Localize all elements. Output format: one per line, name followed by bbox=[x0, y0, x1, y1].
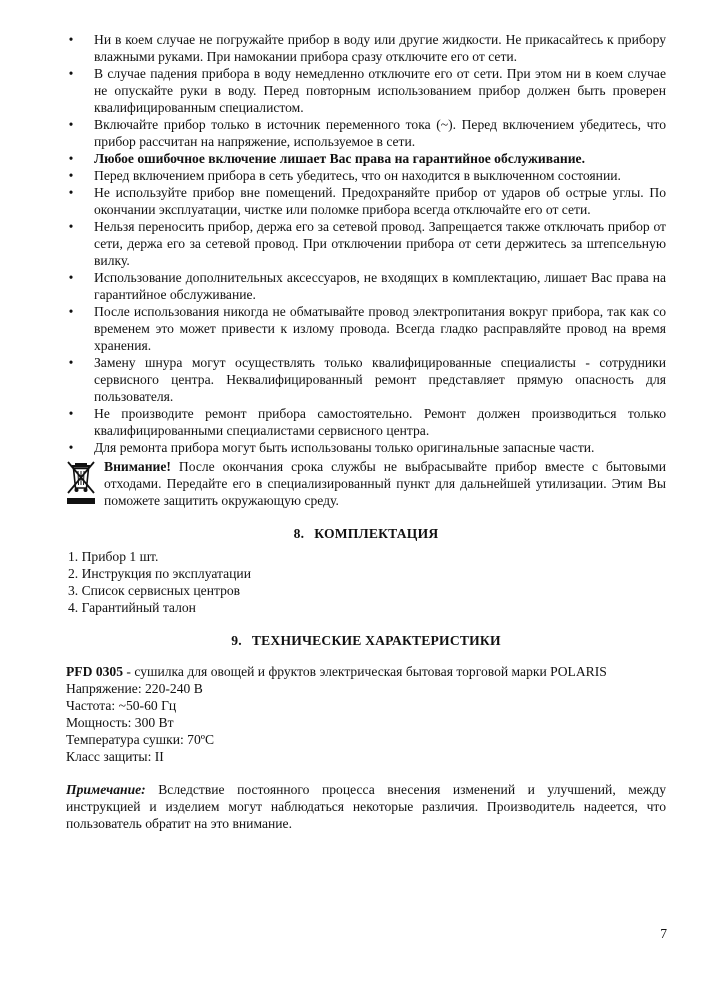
list-item: • Включайте прибор только в источник переменного тока (~). Перед включением убедитесь, что прибор рассчитан на напряжение, используемое в сети. bbox=[68, 117, 666, 149]
note-label: Примечание: bbox=[66, 782, 146, 797]
safety-bullet-list bbox=[66, 31, 666, 456]
tech-specs bbox=[66, 663, 666, 765]
spec-frequency: Частота: ~50-60 Гц bbox=[66, 698, 177, 713]
list-item: • Не используйте прибор вне помещений. Предохраняйте прибор от ударов об острые углы. По окончании эксплуатации, чистке или поломке прибора всегда отключайте его от сети. bbox=[68, 185, 666, 217]
list-item: • Любое ошибочное включение лишает Вас права на гарантийное обслуживание. bbox=[68, 151, 585, 166]
section-8-heading: 8. КОМПЛЕКТАЦИЯ bbox=[293, 526, 439, 541]
note-paragraph: Примечание: Вследствие постоянного процесса внесения изменений и улучшений, между инструкцией и изделием могут наблюдаться некоторые различия. Производитель надеется, что пользователь обратит на это внимание. bbox=[66, 782, 666, 831]
list-item: 3. Список сервисных центров bbox=[68, 583, 241, 598]
page-content bbox=[66, 31, 666, 846]
list-item: • После использования никогда не обматывайте провод электропитания вокруг прибора, так как со временем это может привести к излому провода. Всегда гладко расправляйте провод на время хранения. bbox=[68, 304, 666, 353]
list-item: 2. Инструкция по эксплуатации bbox=[68, 566, 251, 581]
list-item: • Ни в коем случае не погружайте прибор в воду или другие жидкости. Не прикасайтесь к прибору влажными руками. При намокании прибора сразу отключите его от сети. bbox=[68, 32, 666, 64]
warning-text: Внимание! После окончания срока службы не выбрасывайте прибор вместе с бытовыми отходами. Передайте его в специализированный пункт для дальнейшей утилизации. Этим Вы поможете защитить окружающую среду. bbox=[104, 459, 666, 508]
page-number: 7 bbox=[660, 926, 667, 941]
list-item: 4. Гарантийный талон bbox=[68, 600, 196, 615]
list-item: • Не производите ремонт прибора самостоятельно. Ремонт должен производиться только квалифицированными специалистами сервисного центра. bbox=[68, 406, 666, 438]
spec-temperature: Температура сушки: 70ºС bbox=[66, 732, 215, 747]
model-name: PFD 0305 bbox=[66, 664, 124, 679]
disposal-warning bbox=[66, 458, 666, 509]
list-item: • Использование дополнительных аксессуаров, не входящих в комплектацию, лишает Вас права на гарантийное обслуживание. bbox=[68, 270, 666, 302]
spec-protection-class: Класс защиты: II bbox=[66, 749, 164, 764]
kit-contents-list bbox=[66, 548, 666, 616]
spec-power: Мощность: 300 Вт bbox=[66, 715, 174, 730]
model-line: PFD 0305 - сушилка для овощей и фруктов электрическая бытовая торговой марки POLARIS bbox=[66, 664, 607, 679]
list-item: • Для ремонта прибора могут быть использованы только оригинальные запасные части. bbox=[68, 440, 595, 455]
list-item: • Замену шнура могут осуществлять только квалифицированные специалисты - сотрудники сервисного центра. Неквалифицированный ремонт представляет прямую опасность для пользователя. bbox=[68, 355, 666, 404]
list-item: • В случае падения прибора в воду немедленно отключите его от сети. При этом ни в коем случае не опускайте руки в воду. Перед повторным использованием прибор должен быть проверен квалифицированным специалистом. bbox=[68, 66, 666, 115]
list-item: • Нельзя переносить прибор, держа его за сетевой провод. Запрещается также отключать прибор от сети, держа его за сетевой провод. При отключении прибора от сети держитесь за штепсельную вилку. bbox=[68, 219, 666, 268]
list-item: • Перед включением прибора в сеть убедитесь, что он находится в выключенном состоянии. bbox=[68, 168, 621, 183]
section-9-heading: 9. ТЕХНИЧЕСКИЕ ХАРАКТЕРИСТИКИ bbox=[231, 633, 501, 648]
warning-label: Внимание! bbox=[104, 459, 171, 474]
spec-voltage: Напряжение: 220-240 В bbox=[66, 681, 203, 696]
list-item: 1. Прибор 1 шт. bbox=[68, 549, 159, 564]
crossed-out-wheelie-bin-icon bbox=[66, 460, 96, 506]
